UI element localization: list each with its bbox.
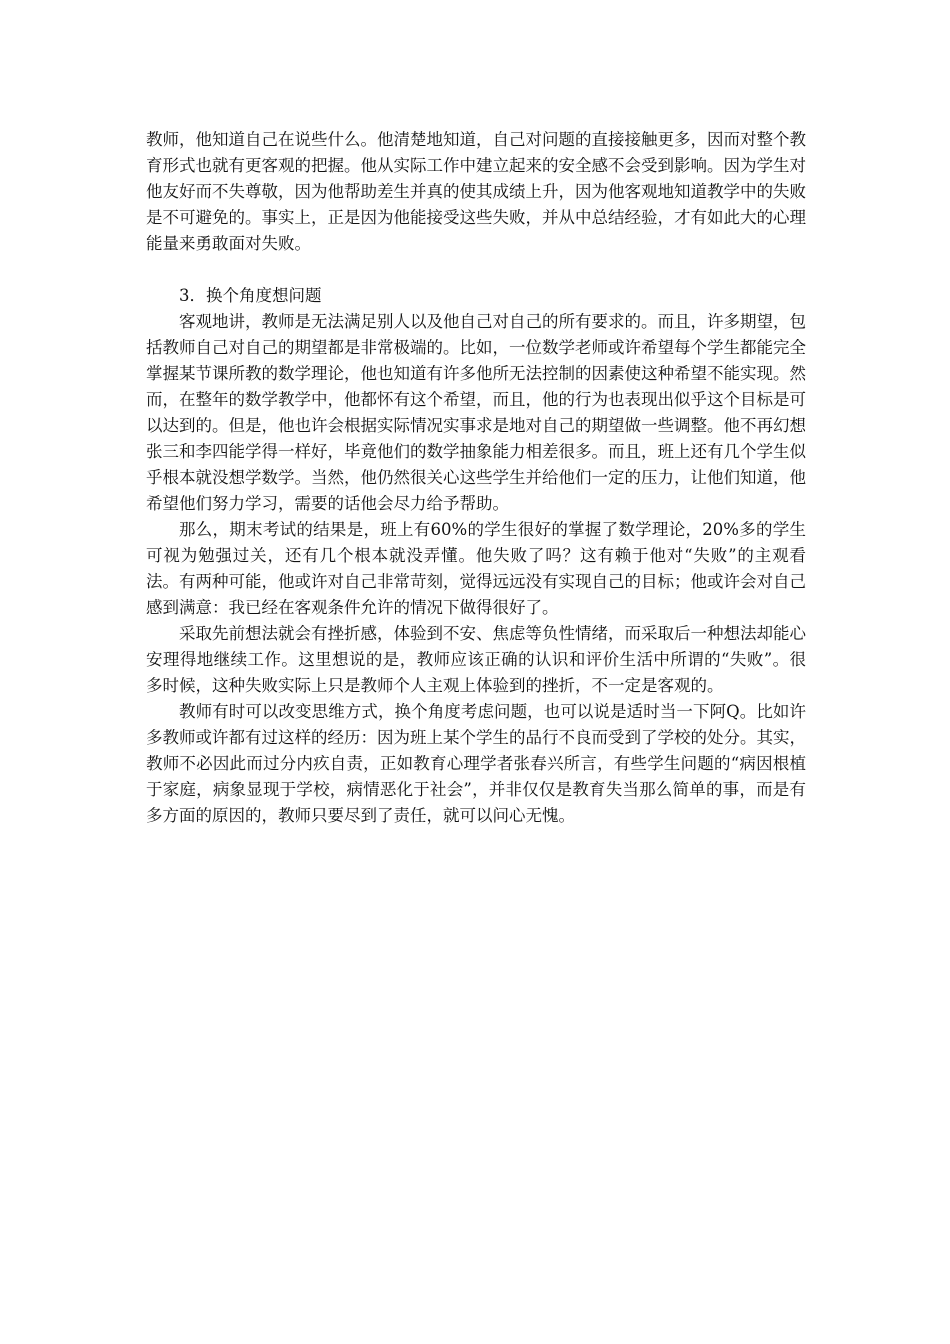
paragraph: 教师有时可以改变思维方式，换个角度考虑问题，也可以说是适时当一下阿Q。比如许多教师或许都有过这样的经历：因为班上某个学生的品行不良而受到了学校的处分。其实，教师不必因此而过分内疚自责，正如教育心理学者张春兴所言，有些学生问题的“病因根植于家庭，病象显现于学校，病情恶化于社会”，并非仅仅是教育失当那么简单的事，而是有多方面的原因的，教师只要尽到了责任，就可以问心无愧。	[146, 702, 806, 825]
paragraph: 采取先前想法就会有挫折感，体验到不安、焦虑等负性情绪，而采取后一种想法却能心安理得地继续工作。这里想说的是，教师应该正确的认识和评价生活中所谓的“失败”。很多时候，这种失败实际上只是教师个人主观上体验到的挫折，不一定是客观的。	[146, 624, 806, 695]
section-heading: 3．换个角度想问题	[179, 286, 322, 305]
paragraph: 客观地讲，教师是无法满足别人以及他自己对自己的所有要求的。而且，许多期望，包括教师自己对自己的期望都是非常极端的。比如，一位数学老师或许希望每个学生都能完全掌握某节课所教的数学理论，他也知道有许多他所无法控制的因素使这种希望不能实现。然而，在整年的数学教学中，他都怀有这个希望，而且，他的行为也表现出似乎这个目标是可以达到的。但是，他也许会根据实际情况实事求是地对自己的期望做一些调整。他不再幻想张三和李四能学得一样好，毕竟他们的数学抽象能力相差很多。而且，班上还有几个学生似乎根本就没想学数学。当然，他仍然很关心这些学生并给他们一定的压力，让他们知道，他希望他们努力学习，需要的话他会尽力给予帮助。	[146, 312, 806, 513]
paragraph-continuation: 教师，他知道自己在说些什么。他清楚地知道，自己对问题的直接接触更多，因而对整个教育形式也就有更客观的把握。他从实际工作中建立起来的安全感不会受到影响。因为学生对他友好而不失尊敬，因为他帮助差生并真的使其成绩上升，因为他客观地知道教学中的失败是不可避免的。事实上，正是因为他能接受这些失败，并从中总结经验，才有如此大的心理能量来勇敢面对失败。	[146, 130, 806, 253]
document-body	[146, 127, 806, 829]
paragraph: 那么，期末考试的结果是，班上有60%的学生很好的掌握了数学理论，20%多的学生可视为勉强过关，还有几个根本就没弄懂。他失败了吗？这有赖于他对“失败”的主观看法。有两种可能，他或许对自己非常苛刻，觉得远远没有实现自己的目标；他或许会对自己感到满意：我已经在客观条件允许的情况下做得很好了。	[146, 520, 806, 617]
